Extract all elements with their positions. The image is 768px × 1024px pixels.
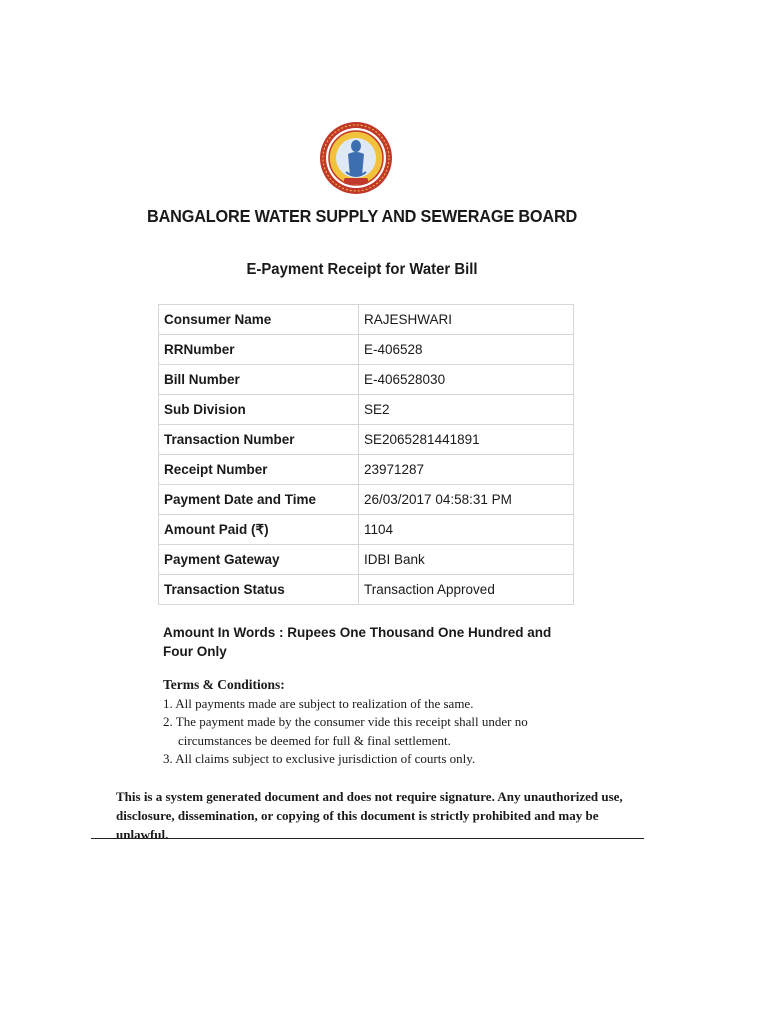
footer-divider: [91, 838, 644, 839]
terms-and-conditions: [163, 676, 583, 769]
payment-gateway-label: Payment Gateway: [159, 545, 359, 575]
receipt-title: E-Payment Receipt for Water Bill: [246, 261, 478, 278]
amount-paid-value: 1104: [359, 515, 574, 545]
sub-division-label: Sub Division: [159, 395, 359, 425]
payment-gateway-value: IDBI Bank: [359, 545, 574, 575]
table-row: [159, 305, 574, 335]
transaction-status-value: Transaction Approved: [359, 575, 574, 605]
rr-number-value: E-406528: [359, 335, 574, 365]
amount-in-words: Amount In Words : Rupees One Thousand One Hundred and Four Only: [163, 625, 552, 659]
payment-details-table: [158, 304, 574, 605]
transaction-number-value: SE2065281441891: [359, 425, 574, 455]
bill-number-value: E-406528030: [359, 365, 574, 395]
table-row: [159, 335, 574, 365]
table-row: [159, 545, 574, 575]
table-row: [159, 395, 574, 425]
disclaimer-line-1: This is a system generated document and does not require signature. Any unauthorized use,: [116, 789, 623, 804]
disclaimer: [116, 787, 646, 844]
table-row: [159, 485, 574, 515]
term-item-2: 2. The payment made by the consumer vide this receipt shall under no: [163, 714, 528, 729]
term-item-3: 3. All claims subject to exclusive jurisdiction of courts only.: [163, 751, 476, 766]
disclaimer-line-2: disclosure, dissemination, or copying of this document is strictly prohibited and may be unlawful.: [116, 808, 599, 842]
table-row: [159, 455, 574, 485]
bwssb-emblem-icon: [318, 120, 394, 196]
term-item-1: 1. All payments made are subject to realization of the same.: [163, 695, 474, 711]
receipt-number-value: 23971287: [359, 455, 574, 485]
bill-number-label: Bill Number: [159, 365, 359, 395]
sub-division-value: SE2: [359, 395, 574, 425]
rr-number-label: RRNumber: [159, 335, 359, 365]
terms-title: Terms & Conditions:: [163, 677, 285, 692]
transaction-number-label: Transaction Number: [159, 425, 359, 455]
consumer-name-value: RAJESHWARI: [359, 305, 574, 335]
consumer-name-label: Consumer Name: [159, 305, 359, 335]
table-row: [159, 425, 574, 455]
receipt-number-label: Receipt Number: [159, 455, 359, 485]
table-row: [159, 365, 574, 395]
payment-date-label: Payment Date and Time: [159, 485, 359, 515]
table-row: [159, 515, 574, 545]
table-row: [159, 575, 574, 605]
organization-title: BANGALORE WATER SUPPLY AND SEWERAGE BOARD: [147, 206, 578, 226]
payment-date-value: 26/03/2017 04:58:31 PM: [359, 485, 574, 515]
transaction-status-label: Transaction Status: [159, 575, 359, 605]
term-item-2-continued: circumstances be deemed for full & final settlement.: [178, 732, 451, 748]
amount-paid-label: Amount Paid (₹): [159, 515, 359, 545]
